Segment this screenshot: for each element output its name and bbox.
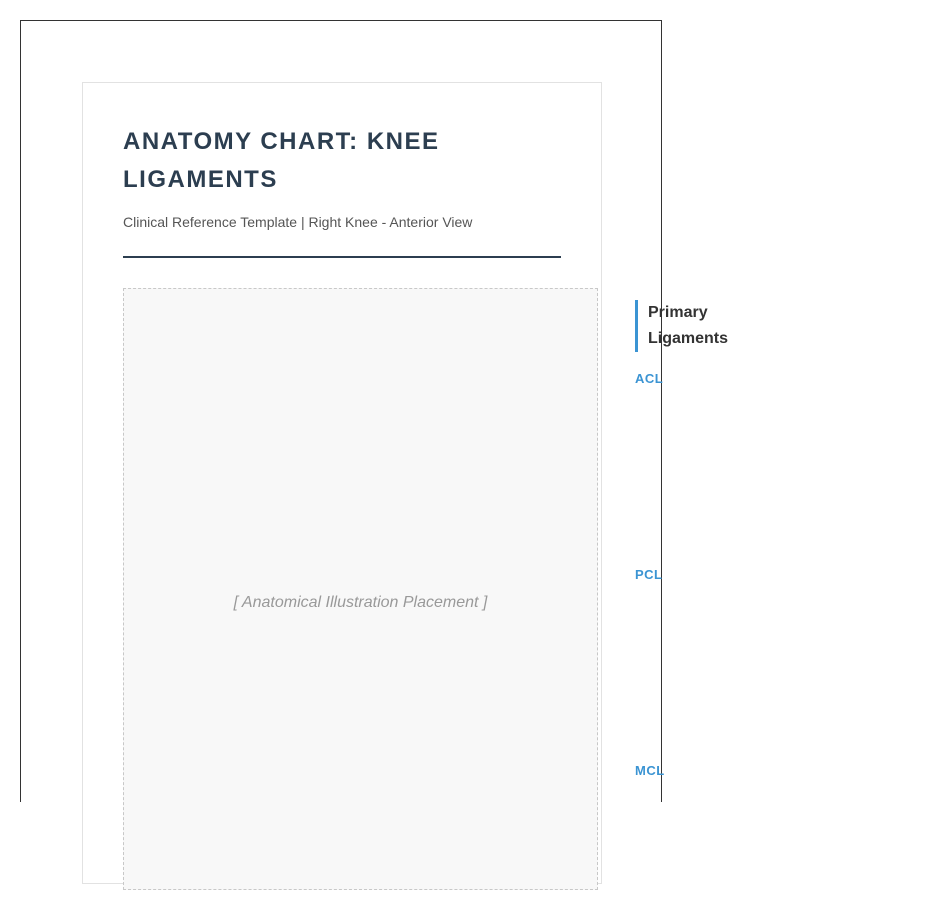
- page-subtitle: Clinical Reference Template | Right Knee - Anterior View: [123, 214, 473, 230]
- sidebar-heading: [635, 300, 728, 352]
- illustration-placeholder-text: [ Anatomical Illustration Placement ]: [233, 594, 488, 611]
- chart-page: [82, 82, 602, 884]
- page-title: ANATOMY CHART: KNEE LIGAMENTS: [123, 128, 440, 193]
- header-divider: [123, 256, 561, 258]
- sidebar-heading-line-1: Primary: [648, 304, 708, 321]
- ligament-label-mcl: MCL: [635, 763, 665, 778]
- sidebar-heading-line-2: Ligaments: [648, 330, 729, 347]
- document-viewport: [20, 20, 729, 802]
- illustration-placeholder: [123, 288, 598, 890]
- ligament-label-pcl: PCL: [635, 567, 663, 582]
- ligament-label-acl: ACL: [635, 371, 664, 386]
